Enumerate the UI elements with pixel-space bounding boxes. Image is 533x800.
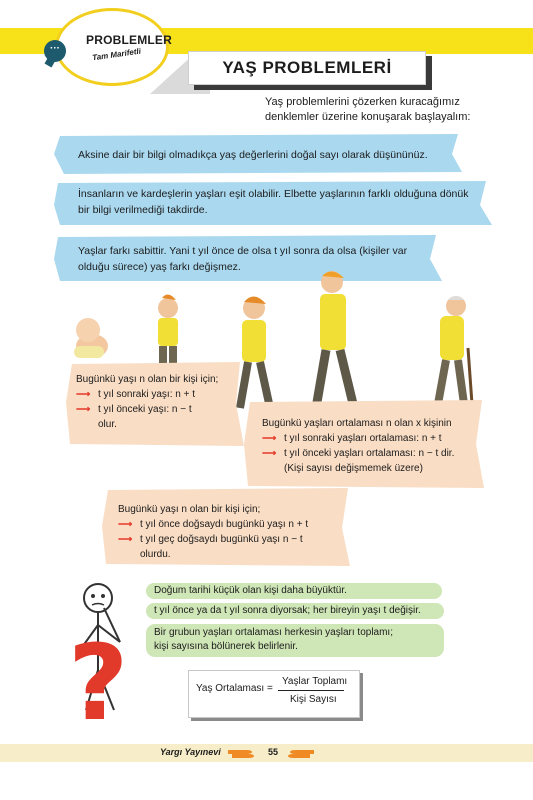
formula-label: Yaş Ortalaması = — [196, 683, 273, 694]
right-arrow-icon: ⟶ — [118, 534, 133, 545]
card1-line2: ⟶ t yıl önceki yaşı: n − t — [76, 404, 192, 415]
section-subtitle: Tam Marifetli — [91, 46, 142, 63]
question-mark-icon: ? — [68, 622, 129, 744]
note-3: Yaşlar farkı sabittir. Yani t yıl önce de olsa t yıl sonra da olsa (kişiler var olduğu sürece) yaş farkı değişmez. — [78, 245, 408, 273]
card3-heading: Bugünkü yaşı n olan bir kişi için; — [118, 504, 261, 515]
card-birth-shift — [118, 502, 348, 562]
footer-bar — [0, 744, 533, 762]
fact-2: t yıl önce ya da t yıl sonra diyorsak; her bireyin yaşı t değişir. — [146, 603, 444, 619]
adult-figure — [316, 271, 354, 408]
note-2: İnsanların ve kardeşlerin yaşları eşit olabilir. Elbette yaşlarının farklı olduğuna dönük bir bilgi verilmediği takdirde. — [78, 188, 469, 216]
toddler-figure — [158, 294, 178, 368]
publisher-name: Yargı Yayınevi — [160, 747, 221, 757]
right-arrow-icon: ⟶ — [118, 519, 133, 530]
card1-line3: olur. — [98, 419, 117, 430]
card1-line1: ⟶ t yıl sonraki yaşı: n + t — [76, 389, 195, 400]
fact-1: Doğum tarihi küçük olan kişi daha büyüktür. — [146, 583, 442, 599]
right-arrow-icon: ⟶ — [262, 433, 277, 444]
card1-heading: Bugünkü yaşı n olan bir kişi için; — [76, 374, 219, 385]
fact-3: Bir grubun yaşları ortalaması herkesin yaşları toplamı; kişi sayısına bölünerek belirlenir. — [146, 624, 444, 657]
elder-figure — [438, 296, 472, 404]
card3-line1: ⟶ t yıl önce doğsaydı bugünkü yaşı n + t — [118, 519, 309, 530]
baby-figure — [74, 318, 108, 358]
formula-denominator: Kişi Sayısı — [290, 694, 337, 705]
formula-numerator: Yaşlar Toplamı — [282, 676, 348, 687]
card3-line3: olurdu. — [140, 549, 171, 560]
hand-pointer-icon — [228, 746, 258, 758]
right-arrow-icon: ⟶ — [76, 404, 91, 415]
right-arrow-icon: ⟶ — [76, 389, 91, 400]
card-current-age — [76, 372, 236, 432]
speech-bubble-icon: ··· — [44, 40, 66, 62]
page-number: 55 — [268, 747, 279, 757]
card3-line2: ⟶ t yıl geç doğsaydı bugünkü yaşı n − t — [118, 534, 303, 545]
fraction-bar — [278, 690, 344, 691]
page-title: YAŞ PROBLEMLERİ — [188, 51, 426, 85]
intro-text: Yaş problemlerini çözerken kuracağımız denklemler üzerine konuşarak başlayalım: — [265, 96, 471, 123]
card2-line3: (Kişi sayısı değişmemek üzere) — [284, 463, 423, 474]
right-arrow-icon: ⟶ — [262, 448, 277, 459]
hand-pointer-icon — [284, 746, 314, 758]
note-1: Aksine dair bir bilgi olmadıkça yaş değerlerini doğal sayı olarak düşününüz. — [78, 149, 428, 161]
card2-line1: ⟶ t yıl sonraki yaşları ortalaması: n + t — [262, 433, 442, 444]
section-title: PROBLEMLER — [86, 33, 172, 47]
card2-line2: ⟶ t yıl önceki yaşları ortalaması: n − t dir. — [262, 448, 455, 459]
card2-heading: Bugünkü yaşları ortalaması n olan x kişinin — [262, 418, 452, 429]
card-average-age — [262, 416, 486, 476]
